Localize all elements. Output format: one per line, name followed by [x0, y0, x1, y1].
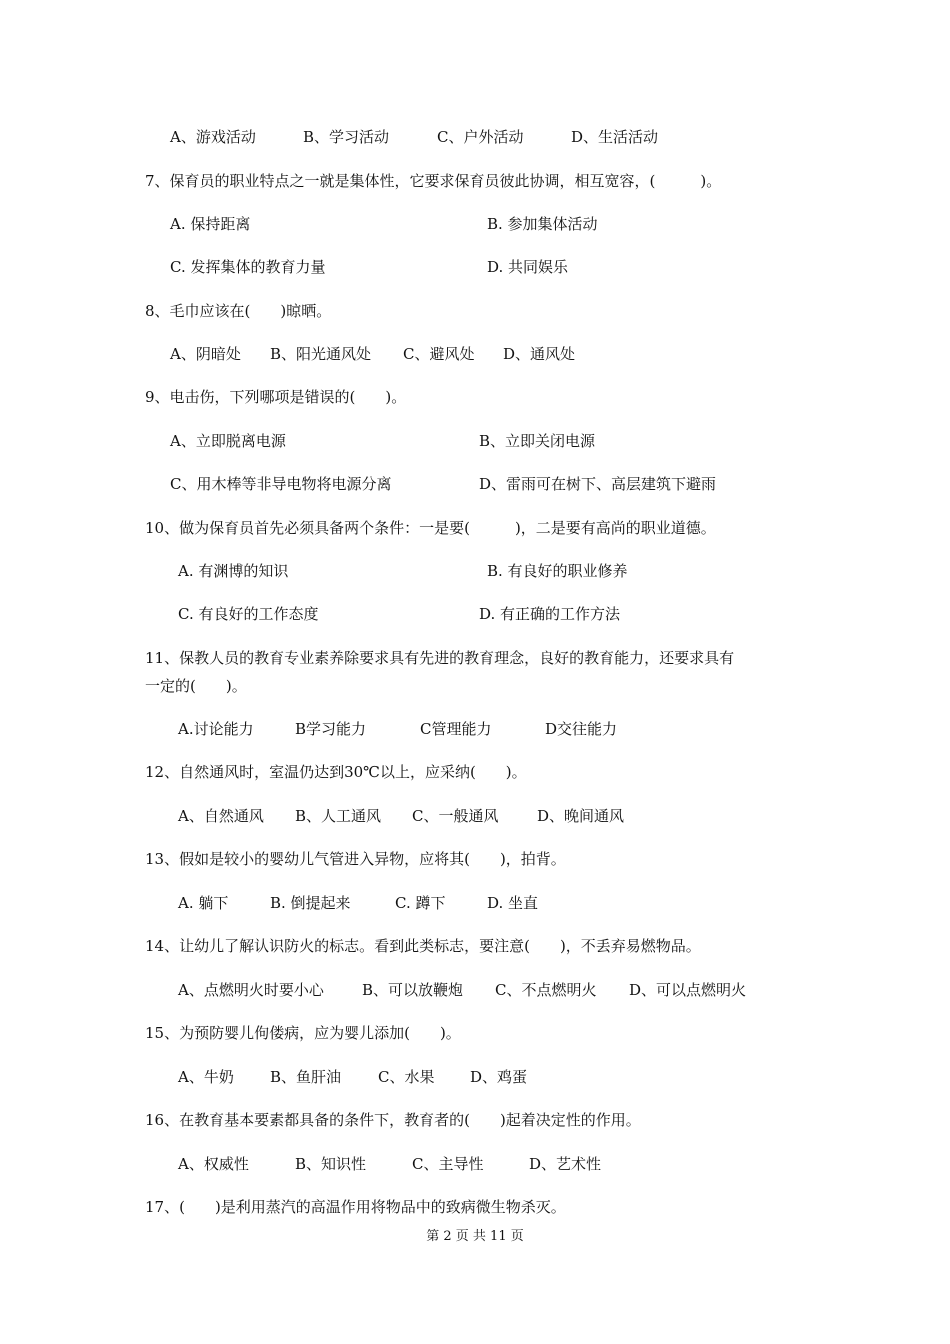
q14-option-d: D、可以点燃明火 [629, 981, 747, 999]
q14-option-b: B、可以放鞭炮 [362, 981, 464, 999]
q10-option-c: C. 有良好的工作态度 [178, 605, 319, 623]
q8-option-b: B、阳光通风处 [270, 345, 372, 363]
q17-question: 17、( )是利用蒸汽的高温作用将物品中的致病微生物杀灭。 [145, 1198, 566, 1216]
q10-option-a: A. 有渊博的知识 [178, 562, 289, 580]
q9-question: 9、电击伤，下列哪项是错误的( )。 [145, 388, 407, 406]
q9-option-c: C、用木棒等非导电物将电源分离 [170, 475, 392, 493]
q6-option-b: B、学习活动 [303, 128, 390, 146]
q12-option-a: A、自然通风 [178, 807, 264, 825]
q10-option-b: B. 有良好的职业修养 [487, 562, 628, 580]
q14-question: 14、让幼儿了解认识防火的标志。看到此类标志，要注意( )，不丢弃易燃物品。 [145, 937, 701, 955]
q11-question-line1: 11、保教人员的教育专业素养除要求具有先进的教育理念，良好的教育能力，还要求具有 [145, 649, 735, 667]
q15-option-a: A、牛奶 [178, 1068, 234, 1086]
q15-option-b: B、鱼肝油 [270, 1068, 342, 1086]
q8-option-a: A、阴暗处 [170, 345, 241, 363]
q11-option-b: B学习能力 [295, 720, 367, 738]
q11-option-c: C管理能力 [420, 720, 492, 738]
q8-option-d: D、通风处 [503, 345, 576, 363]
q10-option-d: D. 有正确的工作方法 [479, 605, 621, 623]
q16-option-c: C、主导性 [412, 1155, 484, 1173]
q13-option-b: B. 倒提起来 [270, 894, 351, 912]
q6-option-a: A、游戏活动 [170, 128, 256, 146]
q7-option-b: B. 参加集体活动 [487, 215, 598, 233]
q7-question: 7、保育员的职业特点之一就是集体性，它要求保育员彼此协调，相互宽容，( )。 [145, 172, 722, 190]
q6-option-c: C、户外活动 [437, 128, 524, 146]
q8-option-c: C、避风处 [403, 345, 475, 363]
q9-option-a: A、立即脱离电源 [170, 432, 286, 450]
q15-option-d: D、鸡蛋 [470, 1068, 528, 1086]
q16-option-d: D、艺术性 [529, 1155, 602, 1173]
q15-option-c: C、水果 [378, 1068, 435, 1086]
q9-option-b: B、立即关闭电源 [479, 432, 596, 450]
q13-option-d: D. 坐直 [487, 894, 539, 912]
q16-option-a: A、权威性 [178, 1155, 249, 1173]
q8-question: 8、毛巾应该在( )晾晒。 [145, 302, 332, 320]
q11-option-d: D交往能力 [545, 720, 618, 738]
q9-option-d: D、雷雨可在树下、高层建筑下避雨 [479, 475, 717, 493]
q12-question: 12、自然通风时，室温仍达到30℃以上，应采纳( )。 [145, 763, 527, 781]
q7-option-c: C. 发挥集体的教育力量 [170, 258, 326, 276]
q16-question: 16、在教育基本要素都具备的条件下，教育者的( )起着决定性的作用。 [145, 1111, 641, 1129]
q11-option-a: A.讨论能力 [178, 720, 254, 738]
q6-option-d: D、生活活动 [571, 128, 659, 146]
q10-question: 10、做为保育员首先必须具备两个条件：一是要( )，二是要有高尚的职业道德。 [145, 519, 716, 537]
q14-option-a: A、点燃明火时要小心 [178, 981, 324, 999]
q13-option-a: A. 躺下 [178, 894, 229, 912]
q12-option-b: B、人工通风 [295, 807, 382, 825]
q15-question: 15、为预防婴儿佝偻病，应为婴儿添加( )。 [145, 1024, 461, 1042]
q7-option-a: A. 保持距离 [170, 215, 251, 233]
q13-question: 13、假如是较小的婴幼儿气管进入异物，应将其( )，拍背。 [145, 850, 566, 868]
q12-option-c: C、一般通风 [412, 807, 499, 825]
q12-option-d: D、晚间通风 [537, 807, 625, 825]
q14-option-c: C、不点燃明火 [495, 981, 597, 999]
q16-option-b: B、知识性 [295, 1155, 367, 1173]
q7-option-d: D. 共同娱乐 [487, 258, 569, 276]
page-footer: 第 2 页 共 11 页 [426, 1229, 524, 1244]
q13-option-c: C. 蹲下 [395, 894, 446, 912]
q11-question-line2: 一定的( )。 [145, 677, 247, 695]
